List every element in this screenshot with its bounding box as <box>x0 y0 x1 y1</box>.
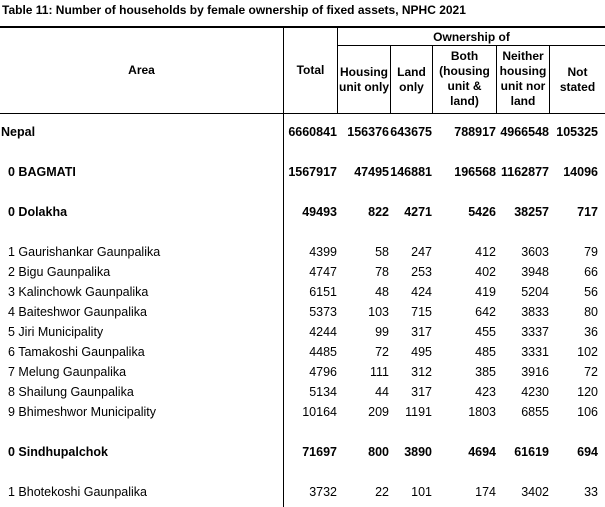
neither-cell: 3337 <box>521 325 549 339</box>
not-stated-cell: 102 <box>577 345 598 359</box>
area-name-cell: 6 Tamakoshi Gaunpalika <box>8 345 145 359</box>
housing-cell: 99 <box>375 325 389 339</box>
neither-cell: 38257 <box>514 205 549 219</box>
land-cell: 317 <box>411 385 432 399</box>
land-cell: 317 <box>411 325 432 339</box>
neither-cell: 4966548 <box>500 125 549 139</box>
neither-cell: 3331 <box>521 345 549 359</box>
not-stated-cell: 120 <box>577 385 598 399</box>
both-cell: 455 <box>475 325 496 339</box>
land-cell: 495 <box>411 345 432 359</box>
not-stated-cell: 36 <box>584 325 598 339</box>
table-row <box>0 302 605 322</box>
neither-cell: 61619 <box>514 445 549 459</box>
table-row <box>0 482 605 502</box>
housing-cell: 58 <box>375 245 389 259</box>
table-row <box>0 162 605 182</box>
land-cell: 101 <box>411 485 432 499</box>
not-stated-header: Not stated <box>559 65 596 94</box>
total-cell: 49493 <box>302 205 337 219</box>
area-name-cell: 7 Melung Gaunpalika <box>8 365 127 379</box>
both-cell: 402 <box>475 265 496 279</box>
land-cell: 247 <box>411 245 432 259</box>
land-cell: 146881 <box>390 165 432 179</box>
neither-cell: 3948 <box>521 265 549 279</box>
both-cell: 412 <box>475 245 496 259</box>
not-stated-cell: 14096 <box>563 165 598 179</box>
land-only-header: Land only <box>397 65 426 94</box>
housing-cell: 48 <box>375 285 389 299</box>
both-cell: 419 <box>475 285 496 299</box>
not-stated-cell: 56 <box>584 285 598 299</box>
total-cell: 1567917 <box>288 165 337 179</box>
area-name-cell: 8 Shailung Gaunpalika <box>8 385 134 399</box>
not-stated-cell: 72 <box>584 365 598 379</box>
area-name-cell: 5 Jiri Municipality <box>8 325 104 339</box>
area-name-cell: 0 BAGMATI <box>8 165 76 179</box>
neither-header: Neither housing unit nor land <box>499 49 547 108</box>
both-cell: 1803 <box>468 405 496 419</box>
table-row <box>0 322 605 342</box>
total-cell: 6660841 <box>288 125 337 139</box>
land-cell: 253 <box>411 265 432 279</box>
both-cell: 788917 <box>454 125 496 139</box>
table-row <box>0 282 605 302</box>
area-name-cell: 9 Bhimeshwor Municipality <box>8 405 156 419</box>
total-cell: 4244 <box>309 325 337 339</box>
table-row <box>0 382 605 402</box>
housing-cell: 72 <box>375 345 389 359</box>
area-name-cell: 1 Gaurishankar Gaunpalika <box>8 245 161 259</box>
area-name-cell: 4 Baiteshwor Gaunpalika <box>8 305 147 319</box>
housing-cell: 47495 <box>354 165 389 179</box>
table-row <box>0 242 605 262</box>
both-cell: 174 <box>475 485 496 499</box>
area-name-cell: 2 Bigu Gaunpalika <box>8 265 111 279</box>
not-stated-cell: 694 <box>577 445 598 459</box>
not-stated-cell: 33 <box>584 485 598 499</box>
both-cell: 4694 <box>468 445 496 459</box>
land-cell: 4271 <box>404 205 432 219</box>
housing-only-header: Housing unit only <box>339 65 389 94</box>
not-stated-cell: 717 <box>577 205 598 219</box>
both-cell: 385 <box>475 365 496 379</box>
table-row <box>0 402 605 422</box>
neither-cell: 3402 <box>521 485 549 499</box>
total-cell: 5373 <box>309 305 337 319</box>
table-row <box>0 362 605 382</box>
housing-cell: 103 <box>368 305 389 319</box>
neither-cell: 3603 <box>521 245 549 259</box>
housing-cell: 156376 <box>347 125 389 139</box>
housing-cell: 800 <box>368 445 389 459</box>
housing-cell: 822 <box>368 205 389 219</box>
land-cell: 312 <box>411 365 432 379</box>
housing-cell: 22 <box>375 485 389 499</box>
neither-cell: 3916 <box>521 365 549 379</box>
land-cell: 715 <box>411 305 432 319</box>
area-name-cell: 0 Dolakha <box>8 205 68 219</box>
area-name-cell: 1 Bhotekoshi Gaunpalika <box>8 485 147 499</box>
table-title: Table 11: Number of households by female ownership of fixed assets, NPHC 2021 <box>2 3 466 17</box>
neither-cell: 1162877 <box>501 165 549 179</box>
total-cell: 6151 <box>309 285 337 299</box>
area-name-cell: 3 Kalinchowk Gaunpalika <box>8 285 149 299</box>
table-row <box>0 202 605 222</box>
total-cell: 4747 <box>309 265 337 279</box>
both-cell: 485 <box>475 345 496 359</box>
neither-cell: 4230 <box>521 385 549 399</box>
total-cell: 4399 <box>309 245 337 259</box>
land-cell: 424 <box>411 285 432 299</box>
housing-cell: 78 <box>375 265 389 279</box>
both-cell: 196568 <box>454 165 496 179</box>
both-cell: 642 <box>475 305 496 319</box>
ownership-of-header: Ownership of <box>433 30 510 44</box>
area-header: Area <box>128 63 155 77</box>
total-cell: 4796 <box>309 365 337 379</box>
not-stated-cell: 79 <box>584 245 598 259</box>
not-stated-cell: 80 <box>584 305 598 319</box>
table-row <box>0 122 605 142</box>
both-cell: 423 <box>475 385 496 399</box>
housing-cell: 111 <box>369 365 389 379</box>
table-row <box>0 262 605 282</box>
both-cell: 5426 <box>468 205 496 219</box>
not-stated-cell: 66 <box>584 265 598 279</box>
total-cell: 5134 <box>309 385 337 399</box>
area-name-cell: 0 Sindhupalchok <box>8 445 109 459</box>
housing-cell: 209 <box>368 405 389 419</box>
neither-cell: 5204 <box>521 285 549 299</box>
table-top-border <box>0 26 605 28</box>
neither-cell: 3833 <box>521 305 549 319</box>
table-row <box>0 442 605 462</box>
both-header: Both (housing unit & land) <box>439 49 490 108</box>
table-row <box>0 342 605 362</box>
not-stated-cell: 105325 <box>556 125 598 139</box>
land-cell: 643675 <box>390 125 432 139</box>
neither-cell: 6855 <box>521 405 549 419</box>
land-cell: 3890 <box>404 445 432 459</box>
total-header: Total <box>296 63 325 77</box>
total-cell: 71697 <box>302 445 337 459</box>
housing-cell: 44 <box>375 385 389 399</box>
header-bottom-border <box>0 113 605 114</box>
not-stated-cell: 106 <box>577 405 598 419</box>
ownership-header-divider <box>337 45 605 46</box>
area-name-cell: Nepal <box>1 125 36 139</box>
total-cell: 4485 <box>309 345 337 359</box>
total-cell: 10164 <box>302 405 337 419</box>
land-cell: 1191 <box>405 405 432 419</box>
total-cell: 3732 <box>309 485 337 499</box>
